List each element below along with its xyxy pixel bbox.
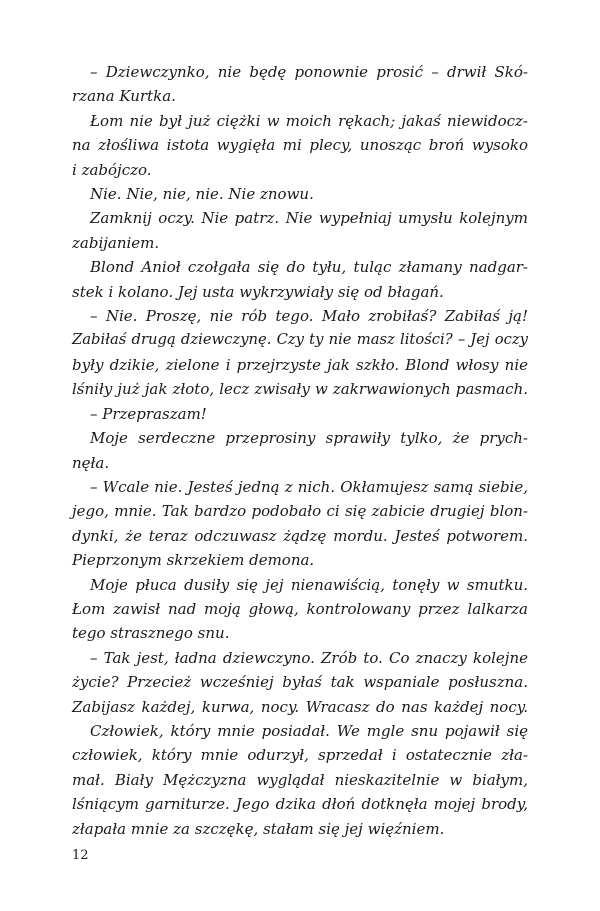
text-line: mał. Biały Mężczyzna wyglądał nieskazitelnie w białym,	[72, 770, 528, 789]
text-line: – Przepraszam!	[90, 404, 207, 423]
text-line: złapała mnie za szczękę, stałam się jej więźniem.	[72, 819, 445, 838]
text-line: lśniły już jak złoto, lecz zwisały w zakrwawionych pasmach.	[72, 380, 528, 399]
text-line: Pieprzonym skrzekiem demona.	[72, 551, 315, 570]
text-line: Zamknij oczy. Nie patrz. Nie wypełniaj umysłu kolejnym	[90, 209, 528, 228]
text-line: zabijaniem.	[72, 233, 160, 252]
text-line: Zabiłaś drugą dziewczynę. Czy ty nie masz litości? – Jej oczy	[72, 331, 528, 349]
text-line: dynki, że teraz odczuwasz żądzę mordu. Jesteś potworem.	[72, 526, 528, 545]
text-line: lśniącym garniturze. Jego dzika dłoń dotknęła mojej brody,	[72, 795, 528, 814]
text-line: Łom zawisł nad moją głową, kontrolowany przez lalkarza	[72, 599, 528, 618]
text-line: rzana Kurtka.	[72, 87, 176, 106]
text-line: – Tak jest, ładna dziewczyno. Zrób to. Co znaczy kolejne	[90, 648, 528, 667]
text-line: Nie. Nie, nie, nie. Nie znowu.	[90, 185, 314, 204]
text-line: stek i kolano. Jej usta wykrzywiały się od błagań.	[72, 282, 444, 301]
text-line: życie? Przecież wcześniej byłaś tak wspaniale posłuszna.	[72, 673, 528, 692]
text-line: były dzikie, zielone i przejrzyste jak szkło. Blond włosy nie	[72, 355, 528, 374]
text-line: Łom nie był już ciężki w moich rękach; jakaś niewidocz-	[90, 111, 528, 130]
text-line: i zabójczo.	[72, 160, 152, 179]
text-line: tego strasznego snu.	[72, 624, 230, 643]
text-line: – Dziewczynko, nie będę ponownie prosić – drwił Skó-	[90, 63, 528, 81]
text-line: – Wcale nie. Jesteś jedną z nich. Okłamujesz samą siebie,	[90, 477, 528, 496]
text-line: Moje płuca dusiły się jej nienawiścią, tonęły w smutku.	[90, 575, 528, 594]
text-line: Moje serdeczne przeprosiny sprawiły tylko, że prych-	[90, 429, 528, 448]
text-line: Zabijasz każdej, kurwa, nocy. Wracasz do nas każdej nocy.	[72, 697, 528, 716]
text-line: jego, mnie. Tak bardzo podobało ci się zabicie drugiej blon-	[72, 502, 528, 521]
page-number: 12	[72, 848, 89, 863]
body-text	[72, 60, 528, 841]
text-line: Blond Anioł czołgała się do tyłu, tuląc złamany nadgar-	[90, 258, 528, 277]
text-line: Człowiek, który mnie posiadał. We mgle snu pojawił się	[90, 721, 528, 740]
text-line: człowiek, który mnie odurzył, sprzedał i ostatecznie złа-	[72, 746, 528, 765]
text-line: – Nie. Proszę, nie rób tego. Mało zrobiłaś? Zabiłaś ją!	[90, 307, 528, 326]
text-line: nęła.	[72, 453, 110, 472]
text-line: na złośliwa istota wygięła mi plecy, unosząc broń wysoko	[72, 136, 528, 155]
